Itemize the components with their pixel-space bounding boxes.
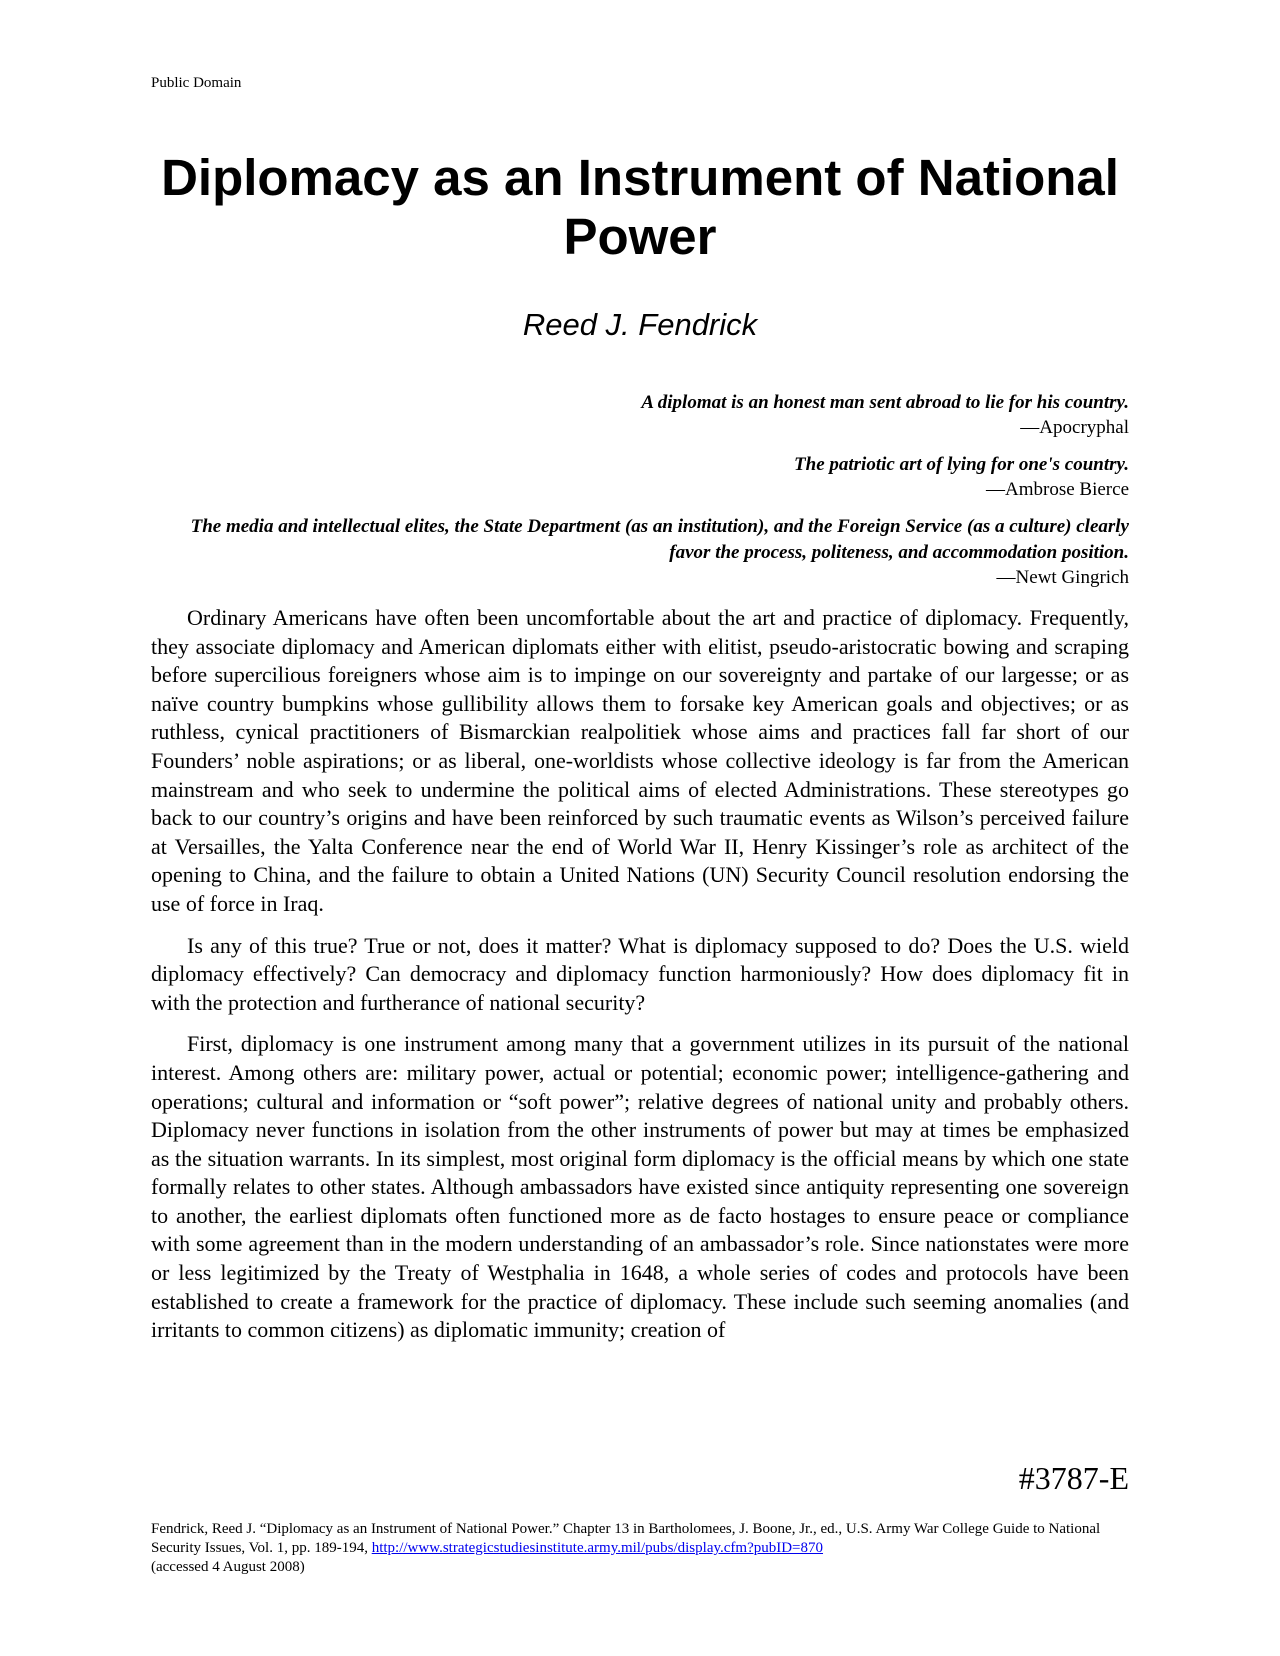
epigraph-quote: A diplomat is an honest man sent abroad to lie for his country. xyxy=(641,392,1129,413)
document-title: Diplomacy as an Instrument of National Power xyxy=(161,149,1119,265)
body-text xyxy=(151,604,1129,1358)
document-number: #3787-E xyxy=(1018,1460,1129,1496)
epigraph-attribution: —Apocryphal xyxy=(1020,417,1129,438)
license-label: Public Domain xyxy=(151,75,242,91)
citation-text: Fendrick, Reed J. “Diplomacy as an Instrument of National Power.” Chapter 13 in Bartholomees, J. Boone, Jr., ed., U.S. Army War College Guide to National Security Issues, Vol. 1, pp. 189-194, xyxy=(151,1521,1101,1556)
epigraphs xyxy=(151,390,1129,602)
citation xyxy=(151,1520,1129,1577)
citation-link[interactable]: http://www.strategicstudiesinstitute.army.mil/pubs/display.cfm?pubID=870 xyxy=(371,1540,824,1556)
author-name: Reed J. Fendrick xyxy=(522,307,758,342)
epigraph-attribution: —Newt Gingrich xyxy=(996,567,1129,588)
paragraph-2: Is any of this true? True or not, does it matter? What is diplomacy supposed to do? Does the U.S. wield diplomacy effectively? Can democracy and diplomacy function harmoniously? How does diplomacy fit in with the protection and furtherance of national security? xyxy=(151,932,1129,1015)
paragraph-3: First, diplomacy is one instrument among many that a government utilizes in its pursuit of the national interest. Among others are: military power, actual or potential; economic power; intelligence-gathering and operations; cultural and information or “soft power”; relative degrees of national unity and probably others. Diplomacy never functions in isolation from the other instruments of power but may at times be emphasized as the situation warrants. In its simplest, most original form diplomacy is the official means by which one state formally relates to other states. Although ambassadors have existed since antiquity representing one sovereign to another, the earliest diplomats often functioned more as de facto hostages to ensure peace or compliance with some agreement than in the modern understanding of an ambassador’s role. Since nationstates were more or less legitimized by the Treaty of Westphalia in 1648, a whole series of codes and protocols have been established to create a framework for the practice of diplomacy. These include such seeming anomalies (and irritants to common citizens) as diplomatic immunity; creation of xyxy=(151,1031,1129,1343)
epigraph-quote: The media and intellectual elites, the State Department (as an institution), and the Foreign Service (as a culture) clearly favor the process, politeness, and accommodation position. xyxy=(190,516,1129,563)
epigraph-3 xyxy=(151,514,1129,590)
epigraph-1 xyxy=(151,390,1129,440)
epigraph-2 xyxy=(151,452,1129,502)
paragraph-1: Ordinary Americans have often been uncomfortable about the art and practice of diplomacy. Frequently, they associate diplomacy and American diplomats either with elitist, pseudo-aristocratic bowing and scraping before supercilious foreigners whose aim is to impinge on our sovereignty and partake of our largesse; or as naïve country bumpkins whose gullibility allows them to forsake key American goals and objectives; or as ruthless, cynical practitioners of Bismarckian realpolitiek whose aims and practices fall far short of our Founders’ noble aspirations; or as liberal, one-worldists whose collective ideology is far from the American mainstream and who seek to undermine the political aims of elected Administrations. These stereotypes go back to our country’s origins and have been reinforced by such traumatic events as Wilson’s perceived failure at Versailles, the Yalta Conference near the end of World War II, Henry Kissinger’s role as architect of the opening to China, and the failure to obtain a United Nations (UN) Security Council resolution endorsing the use of force in Iraq. xyxy=(151,605,1129,916)
citation-accessed: (accessed 4 August 2008) xyxy=(151,1559,305,1575)
epigraph-quote: The patriotic art of lying for one's country. xyxy=(794,454,1129,475)
epigraph-attribution: —Ambrose Bierce xyxy=(986,479,1129,500)
